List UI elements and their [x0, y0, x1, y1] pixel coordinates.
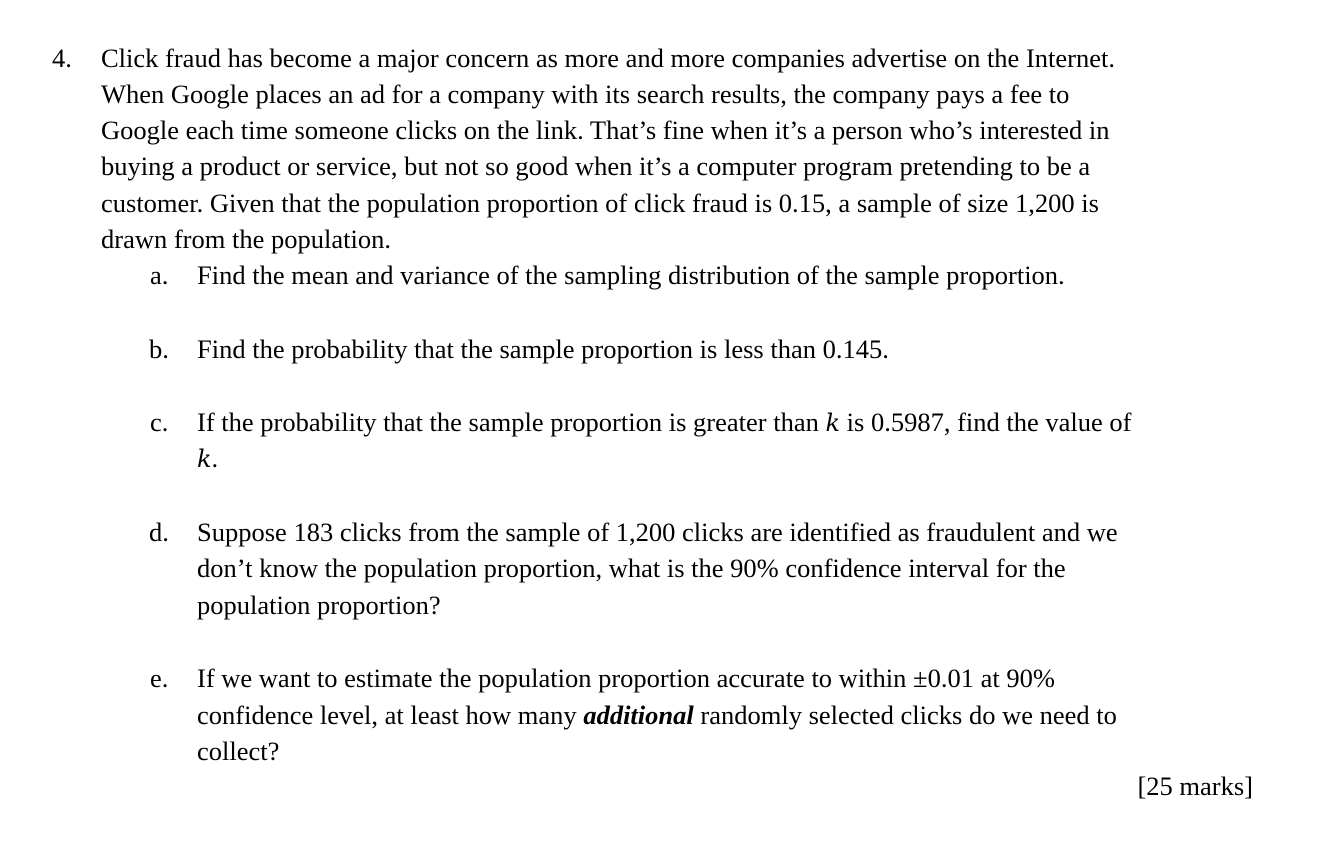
part-c-line-1: [197, 404, 1131, 442]
part-e-text-before: confidence level, at least how many: [197, 700, 584, 730]
part-b-text: Find the probability that the sample proportion is less than 0.145.: [197, 334, 889, 364]
marks-label: [25 marks]: [1137, 771, 1253, 801]
part-c-period: .: [211, 443, 219, 473]
part-a-text: Find the mean and variance of the sampling distribution of the sample proportion.: [197, 260, 1065, 290]
part-e-text-after: randomly selected clicks do we need to: [693, 700, 1117, 730]
part-d-line: Suppose 183 clicks from the sample of 1,200 clicks are identified as fraudulent and we: [197, 517, 1118, 547]
stem-line: drawn from the population.: [101, 224, 391, 254]
stem-line: When Google places an ad for a company with its search results, the company pays a fee to: [101, 79, 1070, 109]
part-e-line-1: If we want to estimate the population proportion accurate to within ±0.01 at 90%: [197, 663, 1055, 693]
emphasis-additional: additional: [583, 700, 694, 730]
variable-k: k: [825, 409, 841, 437]
question-number: 4.: [52, 43, 72, 73]
part-d-letter: d.: [149, 517, 169, 547]
stem-line: buying a product or service, but not so good when it’s a computer program pretending to be a: [101, 151, 1091, 181]
part-e-line-3: collect?: [197, 736, 280, 766]
part-c-text-before: If the probability that the sample proportion is greater than: [197, 407, 826, 437]
stem-line: Google each time someone clicks on the link. That’s fine when it’s a person who’s interested in: [101, 115, 1110, 145]
variable-k: k: [197, 445, 212, 473]
part-c-line-2: [197, 440, 218, 478]
part-e-line-2: [197, 697, 1117, 734]
part-d-line: don’t know the population proportion, what is the 90% confidence interval for the: [197, 553, 1066, 583]
part-d-line: population proportion?: [197, 590, 441, 620]
stem-line: Click fraud has become a major concern as more and more companies advertise on the Internet.: [101, 43, 1115, 73]
part-a-letter: a.: [150, 260, 169, 290]
stem-line: customer. Given that the population proportion of click fraud is 0.15, a sample of size 1,200 is: [101, 188, 1099, 218]
part-e-letter: e.: [150, 663, 169, 693]
part-c-text-after: is 0.5987, find the value of: [840, 407, 1132, 437]
part-b-letter: b.: [149, 334, 169, 364]
part-c-letter: c.: [150, 407, 169, 437]
